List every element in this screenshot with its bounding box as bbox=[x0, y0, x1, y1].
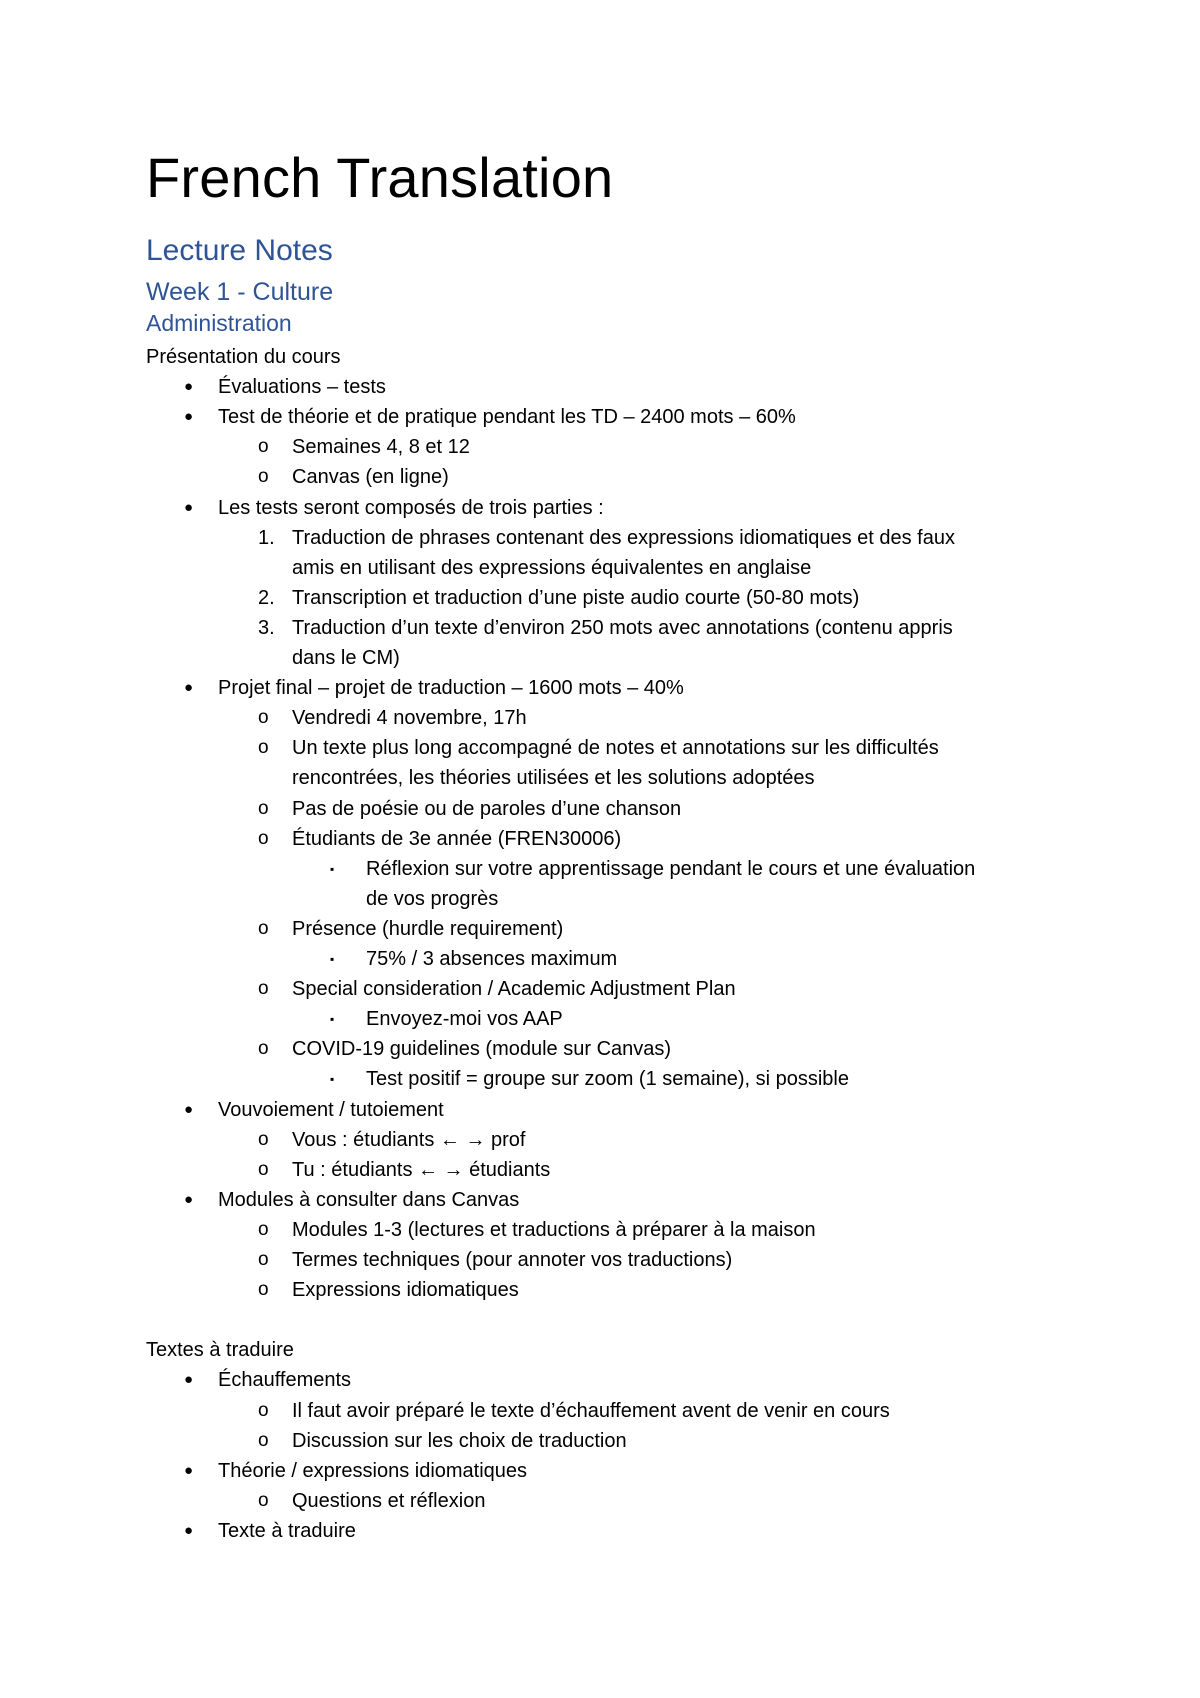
line-text: amis en utilisant des expressions équivalentes en anglaise bbox=[292, 557, 812, 579]
line-text: Questions et réflexion bbox=[292, 1490, 486, 1512]
bullet-icon: ● bbox=[184, 1462, 194, 1479]
line-text: Expressions idiomatiques bbox=[292, 1279, 519, 1301]
heading-week: Week 1 - Culture bbox=[146, 278, 334, 306]
circle-bullet-icon: o bbox=[258, 1430, 269, 1451]
line-text: 75% / 3 absences maximum bbox=[366, 948, 618, 970]
line-text: Modules 1-3 (lectures et traductions à préparer à la maison bbox=[292, 1219, 816, 1241]
circle-bullet-icon: o bbox=[258, 1249, 269, 1270]
line-text: COVID-19 guidelines (module sur Canvas) bbox=[292, 1038, 672, 1060]
line-text: Pas de poésie ou de paroles d’une chanson bbox=[292, 798, 682, 820]
line-text: Projet final – projet de traduction – 1600 mots – 40% bbox=[218, 677, 684, 699]
line-text: Canvas (en ligne) bbox=[292, 466, 449, 488]
heading-administration: Administration bbox=[146, 310, 292, 336]
circle-bullet-icon: o bbox=[258, 828, 269, 849]
square-bullet-icon: ▪ bbox=[330, 1012, 335, 1026]
line-text: Échauffements bbox=[218, 1369, 352, 1391]
square-bullet-icon: ▪ bbox=[330, 862, 335, 876]
circle-bullet-icon: o bbox=[258, 1038, 269, 1059]
line-text: Traduction de phrases contenant des expressions idiomatiques et des faux bbox=[292, 527, 955, 549]
line-text: Présentation du cours bbox=[146, 346, 341, 368]
line-text: Modules à consulter dans Canvas bbox=[218, 1189, 520, 1211]
line-text: Special consideration / Academic Adjustment Plan bbox=[292, 978, 736, 1000]
circle-bullet-icon: o bbox=[258, 707, 269, 728]
line-text: Discussion sur les choix de traduction bbox=[292, 1430, 627, 1452]
list-number: 1. bbox=[258, 527, 275, 549]
circle-bullet-icon: o bbox=[258, 798, 269, 819]
line-text: Termes techniques (pour annoter vos traductions) bbox=[292, 1249, 733, 1271]
line-text: de vos progrès bbox=[366, 888, 499, 910]
square-bullet-icon: ▪ bbox=[330, 952, 335, 966]
document-title: French Translation bbox=[146, 146, 614, 209]
circle-bullet-icon: o bbox=[258, 1279, 269, 1300]
line-text: Un texte plus long accompagné de notes et annotations sur les difficultés bbox=[292, 737, 939, 759]
circle-bullet-icon: o bbox=[258, 978, 269, 999]
line-text: Vouvoiement / tutoiement bbox=[218, 1099, 444, 1121]
line-text: Vous : étudiants ← → prof bbox=[292, 1129, 526, 1151]
circle-bullet-icon: o bbox=[258, 918, 269, 939]
bullet-icon: ● bbox=[184, 499, 194, 516]
line-text: Réflexion sur votre apprentissage pendant le cours et une évaluation bbox=[366, 858, 976, 880]
line-text: Transcription et traduction d’une piste audio courte (50-80 mots) bbox=[292, 587, 860, 609]
line-text: Étudiants de 3e année (FREN30006) bbox=[292, 828, 622, 850]
heading-lecture-notes: Lecture Notes bbox=[146, 234, 333, 267]
line-text: Présence (hurdle requirement) bbox=[292, 918, 564, 940]
bullet-icon: ● bbox=[184, 1371, 194, 1388]
bullet-icon: ● bbox=[184, 408, 194, 425]
bullet-icon: ● bbox=[184, 378, 194, 395]
line-text: Évaluations – tests bbox=[218, 376, 386, 398]
line-text: Théorie / expressions idiomatiques bbox=[218, 1460, 528, 1482]
circle-bullet-icon: o bbox=[258, 1219, 269, 1240]
bullet-icon: ● bbox=[184, 679, 194, 696]
circle-bullet-icon: o bbox=[258, 466, 269, 487]
bullet-icon: ● bbox=[184, 1191, 194, 1208]
bullet-icon: ● bbox=[184, 1101, 194, 1118]
line-text: Textes à traduire bbox=[146, 1339, 294, 1361]
line-text: Envoyez-moi vos AAP bbox=[366, 1008, 563, 1030]
line-text: Les tests seront composés de trois parties : bbox=[218, 497, 604, 519]
line-text: Test de théorie et de pratique pendant les TD – 2400 mots – 60% bbox=[218, 406, 796, 428]
line-text: Semaines 4, 8 et 12 bbox=[292, 436, 470, 458]
list-number: 2. bbox=[258, 587, 275, 609]
line-text: Il faut avoir préparé le texte d’échauffement avent de venir en cours bbox=[292, 1400, 890, 1422]
circle-bullet-icon: o bbox=[258, 737, 269, 758]
line-text: Traduction d’un texte d’environ 250 mots avec annotations (contenu appris bbox=[292, 617, 953, 639]
line-text: rencontrées, les théories utilisées et les solutions adoptées bbox=[292, 767, 815, 789]
circle-bullet-icon: o bbox=[258, 1490, 269, 1511]
bullet-icon: ● bbox=[184, 1522, 194, 1539]
circle-bullet-icon: o bbox=[258, 436, 269, 457]
line-text: dans le CM) bbox=[292, 647, 400, 669]
circle-bullet-icon: o bbox=[258, 1129, 269, 1150]
circle-bullet-icon: o bbox=[258, 1159, 269, 1180]
line-text: Test positif = groupe sur zoom (1 semaine), si possible bbox=[366, 1068, 849, 1090]
circle-bullet-icon: o bbox=[258, 1400, 269, 1421]
line-text: Texte à traduire bbox=[218, 1520, 356, 1542]
list-number: 3. bbox=[258, 617, 275, 639]
line-text: Tu : étudiants ← → étudiants bbox=[292, 1159, 551, 1181]
square-bullet-icon: ▪ bbox=[330, 1072, 335, 1086]
line-text: Vendredi 4 novembre, 17h bbox=[292, 707, 527, 729]
